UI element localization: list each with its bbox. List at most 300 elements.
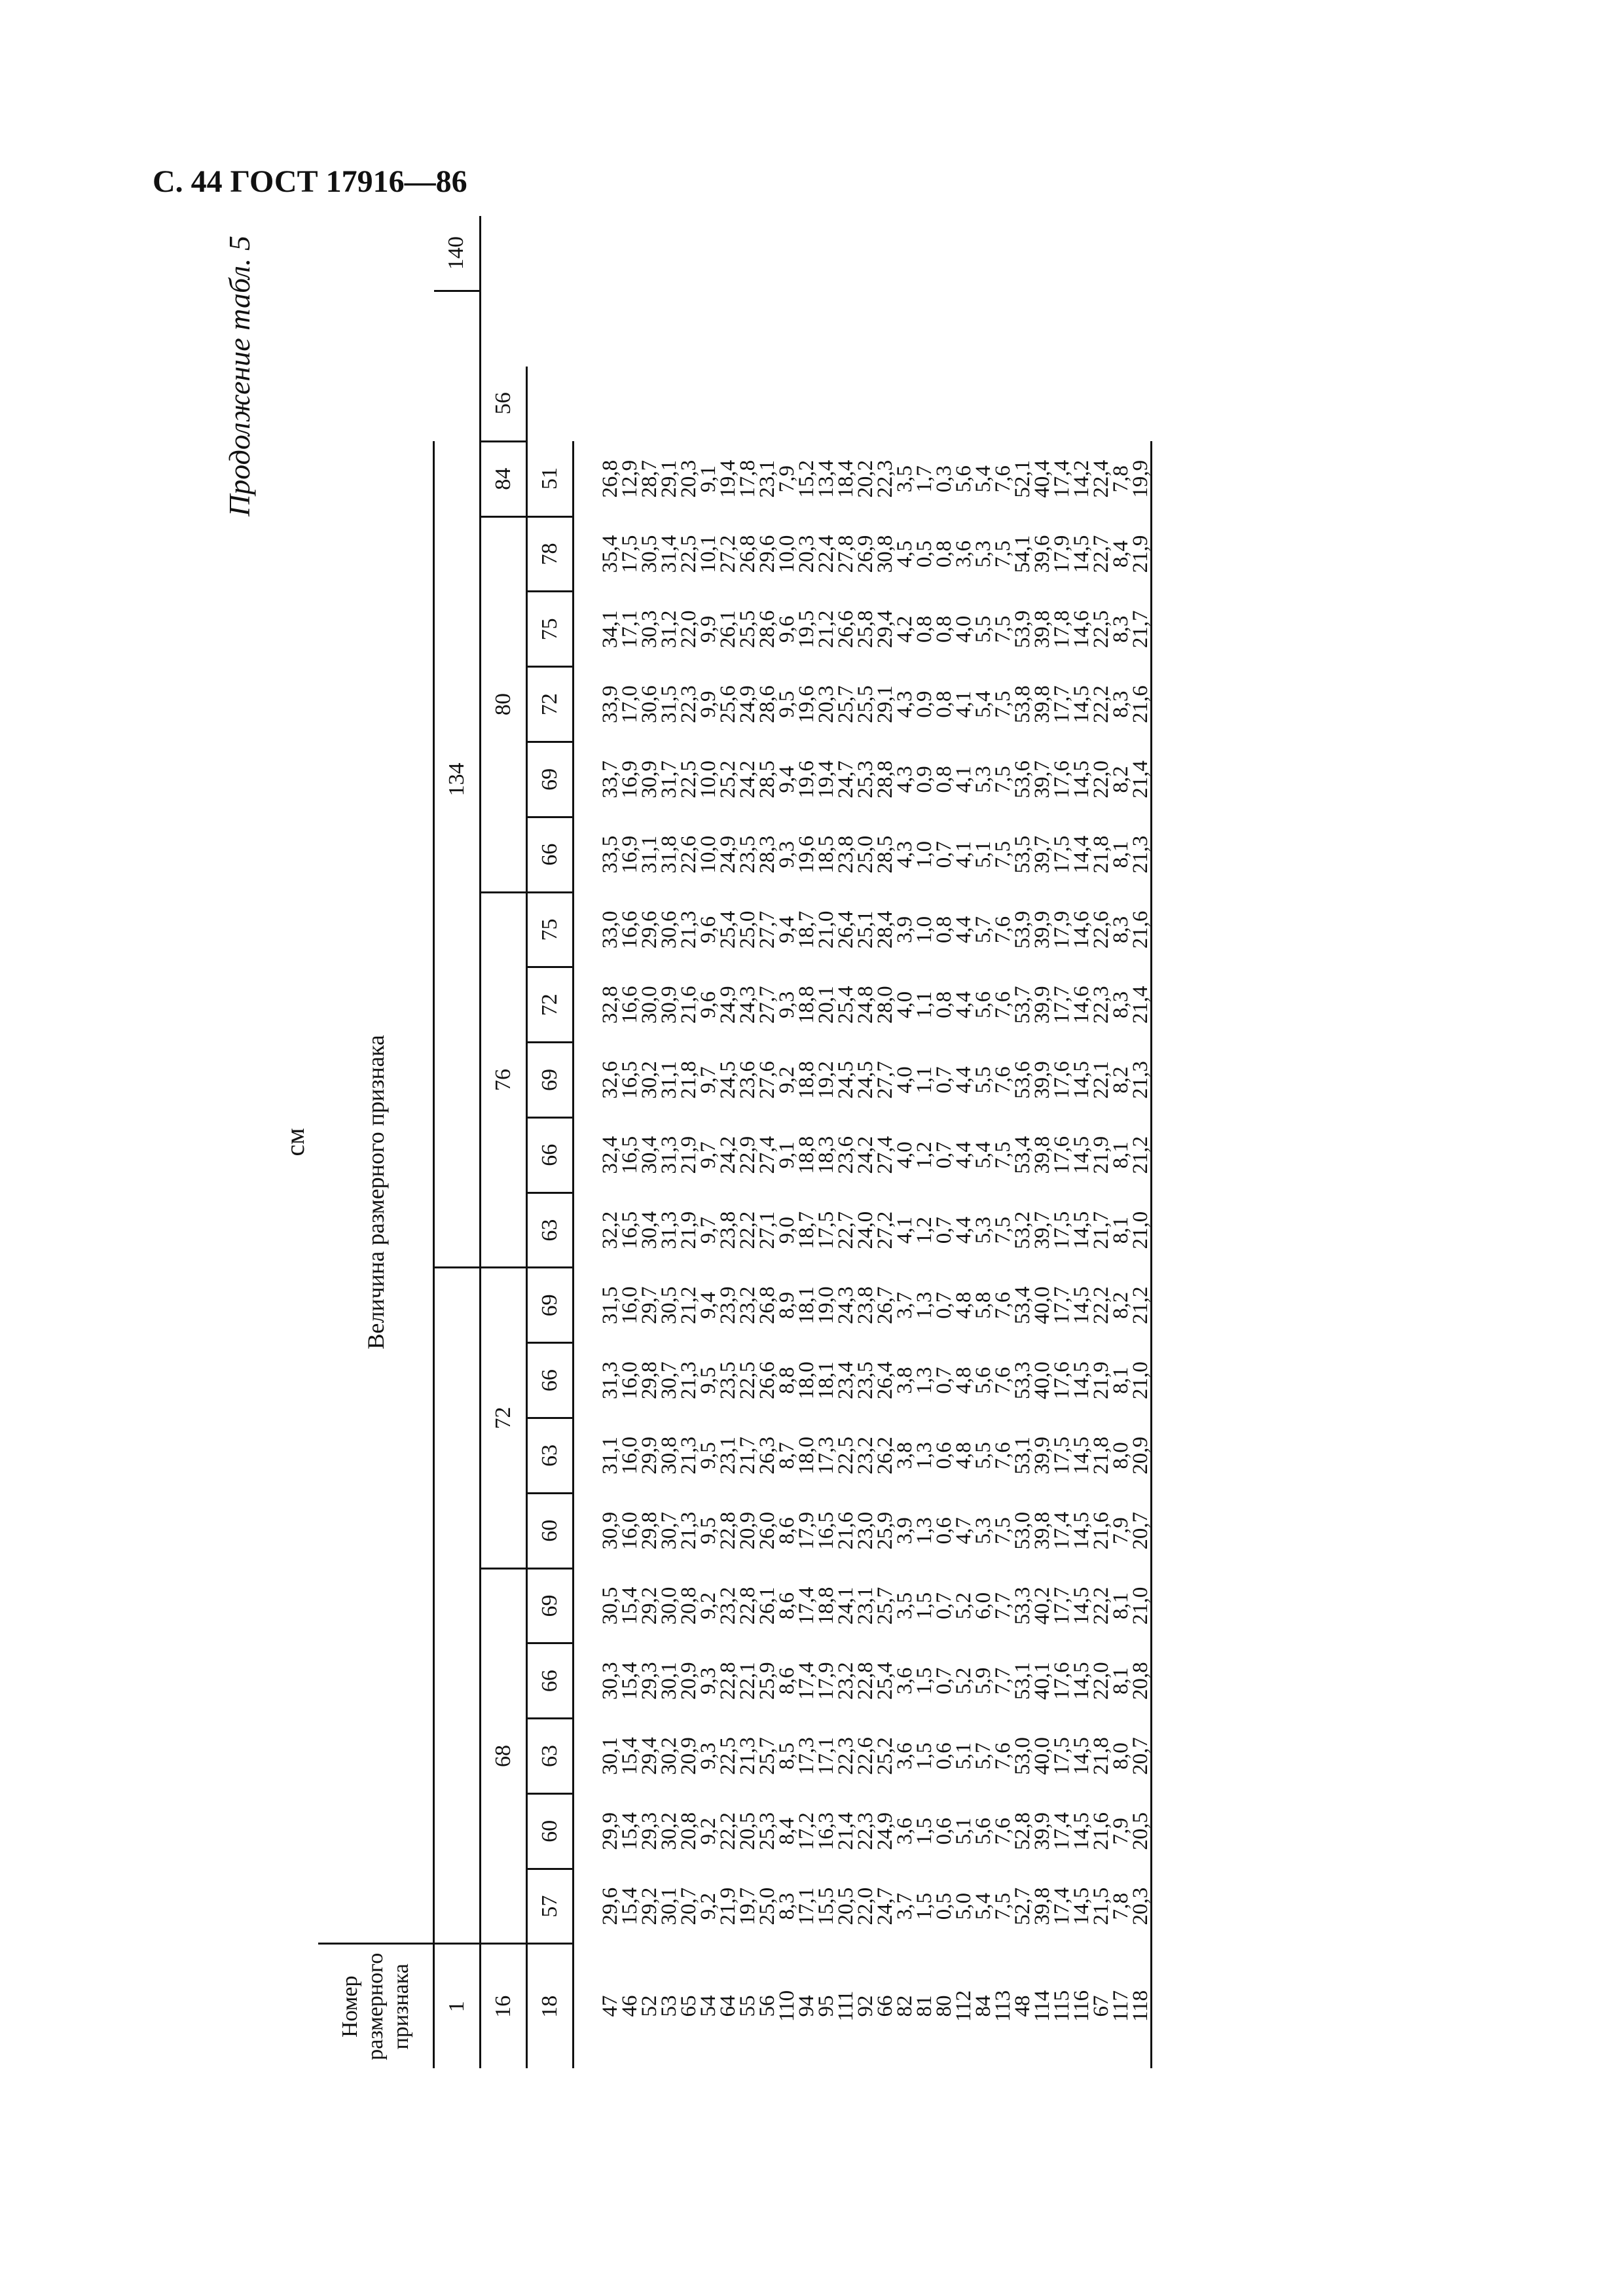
table-cell: 21,9 — [677, 1136, 701, 1174]
table-cell: 5,3 — [972, 1216, 995, 1244]
table-cell: 17,1 — [795, 1887, 818, 1926]
table-cell: 0,6 — [932, 1742, 956, 1770]
table-cell: 20,3 — [795, 535, 818, 573]
table-cell: 24,2 — [854, 1136, 877, 1174]
table-cell: 29,6 — [638, 910, 661, 949]
table-cell: 53,1 — [1011, 1662, 1034, 1700]
table-cell: 31,3 — [598, 1361, 622, 1400]
table-cell: 17,4 — [1050, 459, 1074, 498]
table-cell: 1,0 — [913, 841, 936, 869]
table-cell: 9,6 — [775, 615, 799, 643]
table-cell: 16,5 — [814, 1511, 838, 1550]
table-row — [954, 216, 974, 2068]
table-cell: 8,3 — [1109, 615, 1133, 643]
table-cell: 17,9 — [814, 1662, 838, 1700]
table-cell: 5,2 — [952, 1592, 976, 1620]
table-cell: 30,2 — [657, 1812, 681, 1850]
table-cell: 0,7 — [932, 1592, 956, 1620]
table-cell: 14,5 — [1070, 1587, 1093, 1625]
table-cell: 25,7 — [873, 1587, 897, 1625]
table-cell: 4,5 — [893, 540, 917, 568]
table-cell: 32,2 — [598, 1211, 622, 1249]
table-cell: 4,1 — [952, 691, 976, 718]
table-cell: 22,5 — [677, 761, 701, 798]
table-cell: 17,6 — [1050, 1061, 1074, 1099]
table-cell: 32,4 — [598, 1136, 622, 1174]
row-feature-number: 64 — [716, 1995, 740, 2017]
table-cell: 17,7 — [1050, 986, 1074, 1024]
table-cell: 26,4 — [873, 1361, 897, 1400]
table-cell: 22,2 — [1089, 685, 1113, 723]
table-cell: 0,9 — [913, 691, 936, 718]
table-cell: 23,6 — [736, 1061, 759, 1099]
table-cell: 30,4 — [638, 1136, 661, 1174]
table-cell: 32,6 — [598, 1061, 622, 1099]
table-cell: 17,1 — [618, 610, 642, 649]
table-cell: 39,9 — [1030, 1437, 1054, 1475]
table-cell: 3,9 — [893, 1517, 917, 1545]
header-level3-cell: 72 — [527, 667, 574, 742]
table-cell: 25,9 — [873, 1511, 897, 1550]
table-cell: 53,4 — [1011, 1286, 1034, 1325]
table-cell: 8,3 — [775, 1892, 799, 1920]
table-cell: 0,7 — [932, 1066, 956, 1094]
table-cell: 30,8 — [657, 1437, 681, 1475]
table-cell: 8,5 — [775, 1742, 799, 1770]
table-cell: 39,7 — [1030, 1211, 1054, 1249]
table-cell: 25,3 — [756, 1812, 779, 1850]
table-row — [1052, 216, 1072, 2068]
table-cell: 39,6 — [1030, 535, 1054, 573]
table-cell: 39,9 — [1030, 986, 1054, 1024]
table-cell: 5,1 — [972, 841, 995, 869]
table-cell: 19,4 — [814, 761, 838, 798]
table-cell: 39,9 — [1030, 1061, 1054, 1099]
table-cell: 7,5 — [991, 540, 1015, 568]
table-cell: 14,5 — [1070, 1887, 1093, 1926]
table-cell: 22,1 — [736, 1662, 759, 1700]
table-cell: 5,6 — [952, 465, 976, 493]
table-cell: 53,2 — [1011, 1211, 1034, 1249]
row-feature-number: 65 — [677, 1995, 701, 2017]
table-row — [993, 216, 1013, 2068]
table-cell: 9,6 — [697, 916, 720, 944]
table-row — [699, 216, 718, 2068]
table-cell: 17,6 — [1050, 1361, 1074, 1400]
table-cell: 5,0 — [952, 1892, 976, 1920]
table-cell: 23,8 — [854, 1286, 877, 1325]
table-cell: 15,4 — [618, 1737, 642, 1775]
table-cell: 19,7 — [736, 1887, 759, 1926]
table-cell: 5,7 — [972, 1742, 995, 1770]
table-cell: 16,5 — [618, 1061, 642, 1099]
size-table — [318, 216, 1160, 2068]
table-cell: 21,3 — [677, 1361, 701, 1400]
table-cell: 25,6 — [716, 685, 740, 723]
header-level3-cell: 63 — [527, 1418, 574, 1494]
table-cell: 7,5 — [991, 615, 1015, 643]
table-cell: 25,4 — [834, 986, 858, 1024]
table-cell: 1,1 — [913, 991, 936, 1018]
table-cell: 4,8 — [952, 1442, 976, 1469]
table-cell: 17,5 — [1050, 1211, 1074, 1249]
table-cell: 3,7 — [893, 1291, 917, 1319]
table-cell: 53,3 — [1011, 1361, 1034, 1400]
table-row — [574, 216, 621, 2068]
table-cell: 25,1 — [854, 910, 877, 949]
header-level3-cell: 60 — [527, 1493, 574, 1568]
table-cell: 21,2 — [1129, 1136, 1152, 1174]
table-cell: 29,9 — [638, 1437, 661, 1475]
table-cell: 34,1 — [598, 610, 622, 649]
table-cell: 20,3 — [677, 459, 701, 498]
table-cell: 20,8 — [677, 1812, 701, 1850]
table-cell: 10,1 — [697, 535, 720, 573]
table-cell: 30,5 — [598, 1587, 622, 1625]
table-cell: 28,0 — [873, 986, 897, 1024]
table-cell: 22,3 — [873, 459, 897, 498]
rotated-table-block — [207, 216, 1516, 2068]
table-cell: 4,4 — [952, 1216, 976, 1244]
table-cell: 19,6 — [795, 835, 818, 874]
row-feature-number: 54 — [697, 1995, 720, 2017]
table-cell: 25,7 — [834, 685, 858, 723]
table-cell: 18,0 — [795, 1437, 818, 1475]
table-cell: 1,0 — [913, 916, 936, 944]
row-feature-number: 110 — [775, 1990, 799, 2022]
table-cell: 25,0 — [736, 910, 759, 949]
table-cell: 5,5 — [972, 615, 995, 643]
table-cell: 5,6 — [972, 1367, 995, 1394]
header-level1-cell — [434, 1268, 481, 1944]
table-cell: 27,2 — [716, 535, 740, 573]
table-cell: 0,8 — [913, 615, 936, 643]
table-cell: 22,0 — [854, 1887, 877, 1926]
table-cell: 21,9 — [1129, 535, 1152, 573]
table-cell: 17,8 — [736, 459, 759, 498]
table-cell: 30,4 — [638, 1211, 661, 1249]
row-feature-number: 56 — [756, 1995, 779, 2017]
row-feature-number: 80 — [932, 1995, 956, 2017]
table-cell: 0,7 — [932, 1216, 956, 1244]
table-cell: 14,6 — [1070, 910, 1093, 949]
table-cell: 21,3 — [1129, 1061, 1152, 1099]
table-cell: 4,8 — [952, 1367, 976, 1394]
table-cell: 8,6 — [775, 1517, 799, 1545]
table-cell: 23,1 — [716, 1437, 740, 1475]
table-cell: 25,0 — [854, 835, 877, 874]
table-cell: 14,5 — [1070, 1286, 1093, 1325]
row-feature-number: 66 — [873, 1995, 897, 2017]
table-cell: 17,5 — [1050, 1737, 1074, 1775]
table-cell: 31,2 — [657, 610, 681, 649]
table-row — [777, 216, 797, 2068]
table-cell: 9,4 — [697, 1291, 720, 1319]
table-cell: 5,8 — [972, 1291, 995, 1319]
header-level1-cell: 140 — [434, 216, 481, 291]
row-feature-number: 67 — [1089, 1995, 1113, 2017]
table-cell: 24,3 — [834, 1286, 858, 1325]
table-cell: 0,8 — [932, 615, 956, 643]
table-cell: 29,6 — [756, 535, 779, 573]
table-cell: 30,7 — [657, 1361, 681, 1400]
row-feature-number: 55 — [736, 1995, 759, 2017]
row-feature-number: 118 — [1129, 1990, 1152, 2022]
table-cell: 8,1 — [1109, 1667, 1133, 1695]
table-cell: 3,6 — [893, 1742, 917, 1770]
table-cell: 22,2 — [1089, 1587, 1113, 1625]
table-cell: 3,5 — [893, 465, 917, 493]
table-cell: 1,5 — [913, 1667, 936, 1695]
table-cell: 9,4 — [775, 766, 799, 793]
table-cell: 1,1 — [913, 1066, 936, 1094]
header-level2-cell: 16 — [481, 1944, 527, 2068]
table-cell: 22,2 — [736, 1211, 759, 1249]
table-cell: 8,2 — [1109, 1291, 1133, 1319]
header-level2-cell: 84 — [481, 441, 527, 516]
row-feature-number: 116 — [1070, 1990, 1093, 2022]
table-cell: 20,3 — [1129, 1887, 1152, 1926]
table-cell: 22,4 — [814, 535, 838, 573]
table-cell: 20,9 — [677, 1662, 701, 1700]
table-cell: 10,0 — [697, 835, 720, 874]
table-row — [816, 216, 836, 2068]
table-cell: 19,5 — [795, 610, 818, 649]
table-cell: 39,9 — [1030, 910, 1054, 949]
table-cell: 22,6 — [854, 1737, 877, 1775]
table-cell: 14,5 — [1070, 535, 1093, 573]
table-cell: 7,5 — [991, 1141, 1015, 1169]
table-cell: 5,5 — [972, 1066, 995, 1094]
table-cell: 18,3 — [814, 1136, 838, 1174]
row-feature-number: 82 — [893, 1995, 917, 2017]
table-cell: 26,8 — [736, 535, 759, 573]
table-cell: 8,3 — [1109, 991, 1133, 1018]
table-cell: 53,9 — [1011, 910, 1034, 949]
table-cell: 39,7 — [1030, 835, 1054, 874]
table-cell: 14,5 — [1070, 761, 1093, 798]
table-cell: 24,7 — [834, 761, 858, 798]
table-cell: 9,3 — [775, 991, 799, 1018]
row-feature-number: 52 — [638, 1995, 661, 2017]
table-cell: 17,8 — [1050, 610, 1074, 649]
table-cell: 53,0 — [1011, 1737, 1034, 1775]
table-cell: 27,1 — [756, 1211, 779, 1249]
table-cell: 18,7 — [795, 1211, 818, 1249]
table-cell: 17,5 — [814, 1211, 838, 1249]
table-cell: 9,3 — [697, 1742, 720, 1770]
table-cell: 53,6 — [1011, 761, 1034, 798]
table-cell: 14,5 — [1070, 1662, 1093, 1700]
table-cell: 21,2 — [1129, 1286, 1152, 1325]
table-cell: 31,5 — [598, 1286, 622, 1325]
table-cell: 29,1 — [873, 685, 897, 723]
table-cell: 18,1 — [814, 1361, 838, 1400]
table-cell: 30,6 — [638, 685, 661, 723]
table-cell: 0,5 — [932, 1892, 956, 1920]
table-cell: 26,6 — [834, 610, 858, 649]
table-cell: 9,5 — [775, 691, 799, 718]
table-cell: 30,8 — [873, 535, 897, 573]
table-cell: 22,2 — [716, 1812, 740, 1850]
table-cell: 7,6 — [991, 916, 1015, 944]
table-cell: 26,2 — [873, 1437, 897, 1475]
table-cell: 17,4 — [795, 1662, 818, 1700]
table-cell: 8,3 — [1109, 691, 1133, 718]
table-cell: 5,5 — [972, 1442, 995, 1469]
table-cell: 21,8 — [677, 1061, 701, 1099]
table-cell: 0,8 — [932, 540, 956, 568]
table-cell: 9,0 — [775, 1216, 799, 1244]
table-cell: 22,5 — [1089, 610, 1113, 649]
table-cell: 0,8 — [932, 766, 956, 793]
table-cell: 17,6 — [1050, 761, 1074, 798]
table-cell: 22,0 — [1089, 1662, 1113, 1700]
table-cell: 30,0 — [638, 986, 661, 1024]
header-level3-cell: 75 — [527, 592, 574, 667]
table-cell: 22,9 — [736, 1136, 759, 1174]
header-level2-cell: 56 — [481, 367, 527, 442]
table-cell: 9,1 — [697, 465, 720, 493]
table-cell: 16,0 — [618, 1361, 642, 1400]
table-cell: 20,9 — [1129, 1437, 1152, 1475]
table-cell: 16,0 — [618, 1437, 642, 1475]
table-cell: 21,3 — [677, 910, 701, 949]
header-level3-cell: 51 — [527, 441, 574, 516]
table-cell: 29,4 — [638, 1737, 661, 1775]
table-cell: 24,2 — [716, 1136, 740, 1174]
table-cell: 22,3 — [834, 1737, 858, 1775]
table-cell: 4,8 — [952, 1291, 976, 1319]
table-cell: 1,2 — [913, 1216, 936, 1244]
table-cell: 20,5 — [834, 1887, 858, 1926]
table-cell: 30,9 — [657, 986, 681, 1024]
table-cell: 29,3 — [638, 1812, 661, 1850]
table-cell: 16,9 — [618, 761, 642, 798]
table-cell: 39,8 — [1030, 1136, 1054, 1174]
table-cell: 53,4 — [1011, 1136, 1034, 1174]
table-cell: 21,7 — [1089, 1211, 1113, 1249]
table-cell: 18,5 — [814, 835, 838, 874]
table-row — [974, 216, 993, 2068]
table-cell: 31,7 — [657, 761, 681, 798]
table-cell: 24,7 — [873, 1887, 897, 1926]
table-cell: 53,8 — [1011, 685, 1034, 723]
table-cell: 22,0 — [677, 610, 701, 649]
table-cell: 0,8 — [932, 916, 956, 944]
table-cell: 53,6 — [1011, 1061, 1034, 1099]
header-level2-cell: 76 — [481, 892, 527, 1268]
table-cell: 35,4 — [598, 535, 622, 573]
table-cell: 21,6 — [677, 986, 701, 1024]
header-level3-cell: 66 — [527, 817, 574, 892]
table-cell: 7,6 — [991, 1066, 1015, 1094]
table-cell: 17,5 — [1050, 1437, 1074, 1475]
table-cell: 7,5 — [991, 766, 1015, 793]
header-level1-cell: 134 — [434, 291, 481, 1268]
table-cell: 17,6 — [1050, 1136, 1074, 1174]
table-cell: 15,5 — [814, 1887, 838, 1926]
table-cell: 4,0 — [952, 615, 976, 643]
table-cell: 8,1 — [1109, 841, 1133, 869]
table-row — [836, 216, 856, 2068]
table-cell: 30,1 — [598, 1737, 622, 1775]
table-cell: 17,4 — [1050, 1812, 1074, 1850]
table-cell: 7,6 — [991, 1367, 1015, 1394]
table-cell: 10,0 — [775, 535, 799, 573]
row-feature-number: 92 — [854, 1995, 877, 2017]
table-cell: 26,1 — [716, 610, 740, 649]
table-cell: 21,6 — [1129, 910, 1152, 949]
table-cell: 14,6 — [1070, 610, 1093, 649]
table-cell: 7,7 — [991, 1667, 1015, 1695]
table-cell: 21,8 — [1089, 1437, 1113, 1475]
table-cell: 40,1 — [1030, 1662, 1054, 1700]
table-cell: 26,0 — [756, 1511, 779, 1550]
table-cell: 20,7 — [1129, 1737, 1152, 1775]
table-cell: 5,4 — [972, 465, 995, 493]
table-cell: 18,8 — [795, 1136, 818, 1174]
table-caption: Продолжение табл. 5 — [223, 236, 256, 516]
table-row — [915, 216, 934, 2068]
table-cell: 30,6 — [657, 910, 681, 949]
table-cell: 21,3 — [736, 1737, 759, 1775]
table-cell: 7,9 — [775, 465, 799, 493]
table-cell: 25,8 — [854, 610, 877, 649]
table-cell: 17,6 — [1050, 1662, 1074, 1700]
table-cell: 5,1 — [952, 1742, 976, 1770]
table-cell: 39,8 — [1030, 685, 1054, 723]
table-cell: 23,1 — [854, 1587, 877, 1625]
table-cell: 30,9 — [638, 761, 661, 798]
table-cell: 5,3 — [972, 1517, 995, 1545]
table-cell: 30,3 — [638, 610, 661, 649]
table-cell: 0,6 — [932, 1818, 956, 1845]
table-row — [757, 216, 777, 2068]
row-feature-number: 114 — [1030, 1990, 1054, 2022]
table-cell: 18,8 — [795, 1061, 818, 1099]
table-cell: 21,6 — [834, 1511, 858, 1550]
table-cell: 23,2 — [716, 1587, 740, 1625]
table-row — [1131, 216, 1152, 2068]
table-cell: 40,4 — [1030, 459, 1054, 498]
table-cell: 29,7 — [638, 1286, 661, 1325]
table-cell: 21,9 — [716, 1887, 740, 1926]
table-cell: 29,4 — [873, 610, 897, 649]
table-row — [1072, 216, 1091, 2068]
table-cell: 24,5 — [854, 1061, 877, 1099]
table-cell: 31,3 — [657, 1211, 681, 1249]
table-cell: 30,9 — [598, 1511, 622, 1550]
row-feature-number: 113 — [991, 1990, 1015, 2022]
table-cell: 25,5 — [736, 610, 759, 649]
table-cell: 22,5 — [677, 535, 701, 573]
table-cell: 21,6 — [1129, 685, 1152, 723]
header-level3-cell: 75 — [527, 892, 574, 967]
table-cell: 26,4 — [834, 910, 858, 949]
header-level3-cell: 66 — [527, 1117, 574, 1193]
table-cell: 18,8 — [814, 1587, 838, 1625]
table-cell: 21,3 — [677, 1437, 701, 1475]
table-cell: 7,8 — [1109, 465, 1133, 493]
table-cell: 21,7 — [1129, 610, 1152, 649]
table-cell: 9,5 — [697, 1442, 720, 1469]
table-cell: 23,5 — [854, 1361, 877, 1400]
table-cell: 15,4 — [618, 1662, 642, 1700]
table-cell: 1,3 — [913, 1442, 936, 1469]
table-cell: 7,9 — [1109, 1517, 1133, 1545]
table-cell: 1,5 — [913, 1592, 936, 1620]
